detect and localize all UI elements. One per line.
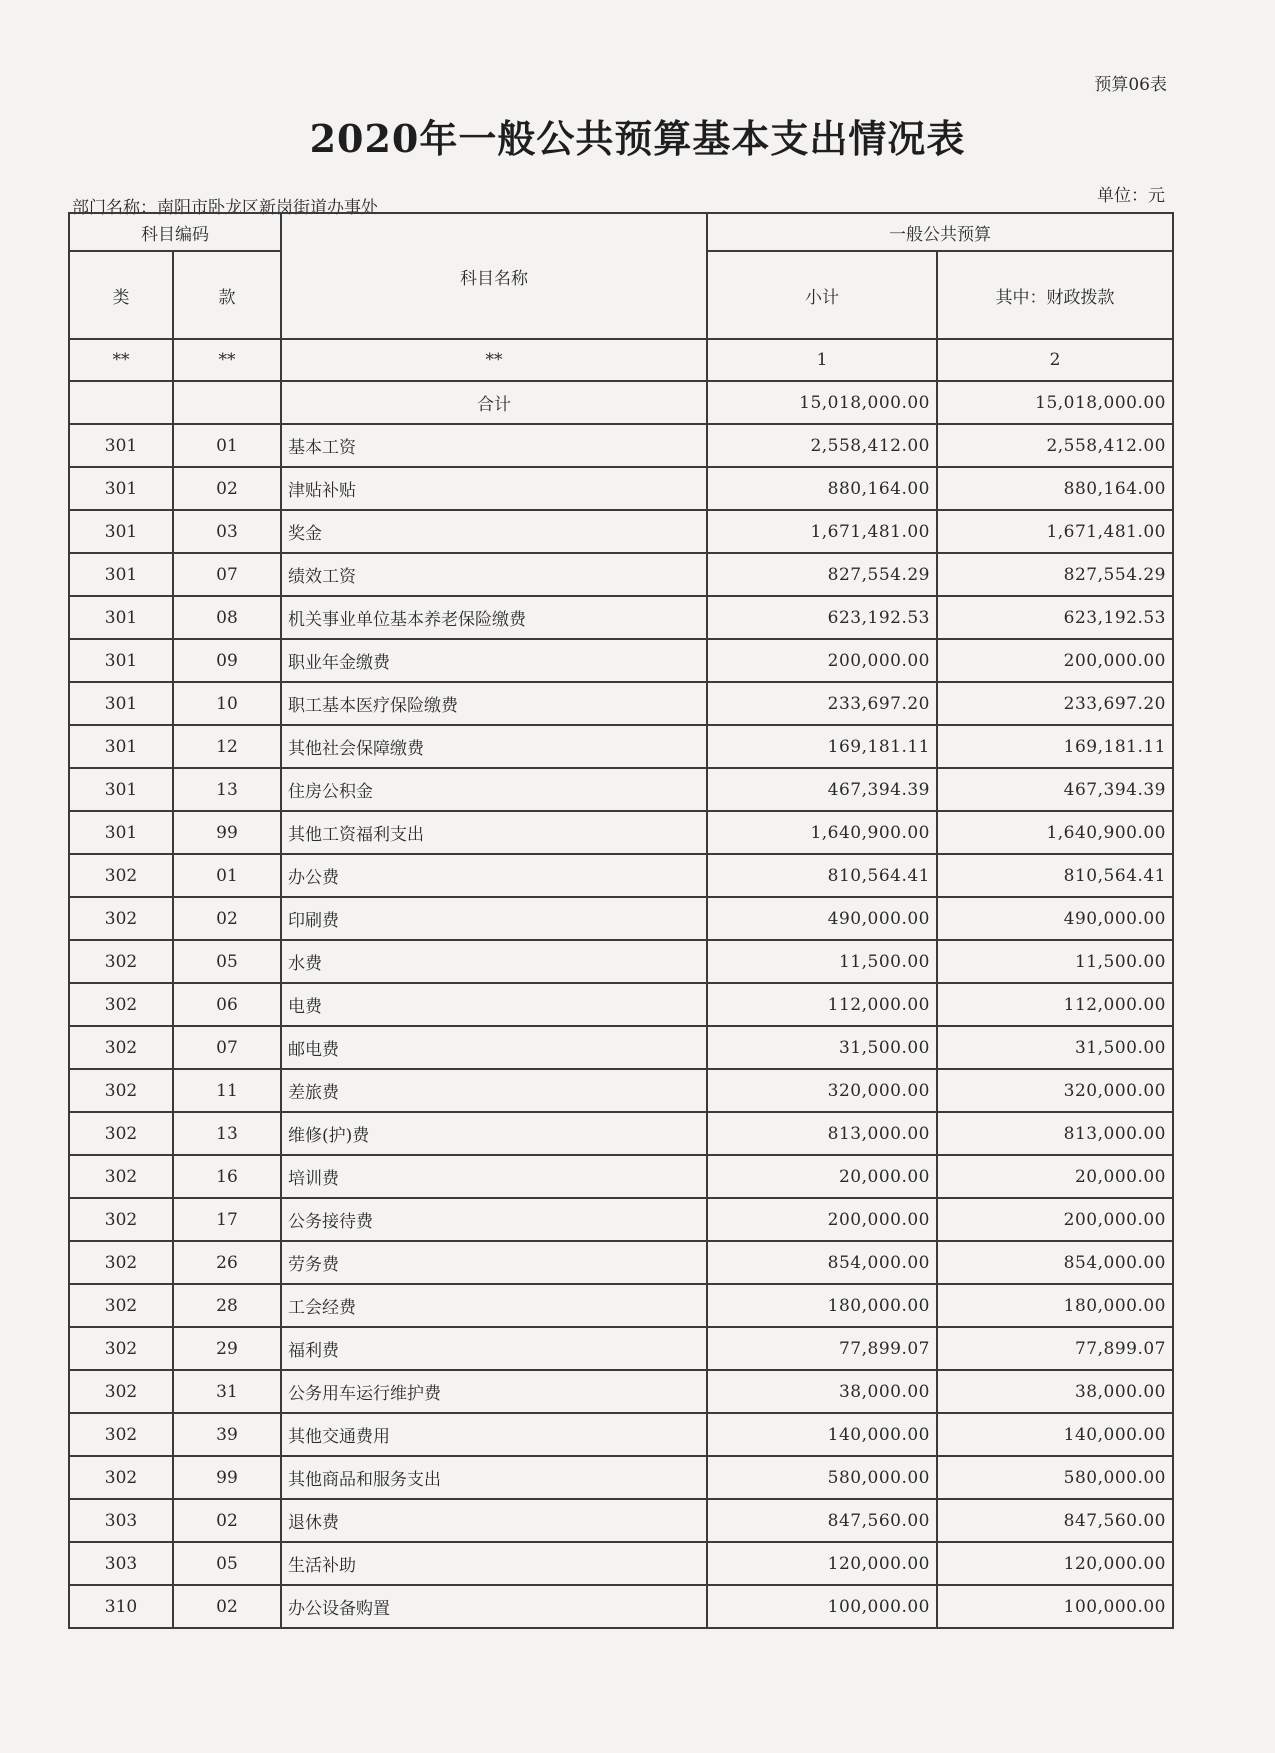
row-class-cell: 303 — [69, 1499, 173, 1542]
table-row — [69, 1585, 1173, 1628]
row-item-cell: 31 — [173, 1370, 281, 1413]
row-name-cell: 办公设备购置 — [281, 1585, 707, 1628]
table-row — [69, 467, 1173, 510]
row-subtotal-cell: 847,560.00 — [707, 1499, 937, 1542]
total-class — [69, 381, 173, 424]
row-subtotal-cell: 580,000.00 — [707, 1456, 937, 1499]
total-fiscal: 15,018,000.00 — [937, 381, 1173, 424]
row-class-cell: 302 — [69, 1456, 173, 1499]
header-item: 款 — [173, 251, 281, 339]
row-item-cell: 99 — [173, 1456, 281, 1499]
row-fiscal-cell: 1,640,900.00 — [937, 811, 1173, 854]
row-class-cell: 302 — [69, 1284, 173, 1327]
row-fiscal-cell: 847,560.00 — [937, 1499, 1173, 1542]
row-fiscal-cell: 11,500.00 — [937, 940, 1173, 983]
table-row — [69, 1026, 1173, 1069]
total-item — [173, 381, 281, 424]
table-row — [69, 1542, 1173, 1585]
row-fiscal-cell: 2,558,412.00 — [937, 424, 1173, 467]
row-name-cell: 维修(护)费 — [281, 1112, 707, 1155]
row-name-cell: 水费 — [281, 940, 707, 983]
table-row — [69, 596, 1173, 639]
row-name-cell: 邮电费 — [281, 1026, 707, 1069]
row-class-cell: 310 — [69, 1585, 173, 1628]
row-name-cell: 工会经费 — [281, 1284, 707, 1327]
row-item-cell: 39 — [173, 1413, 281, 1456]
table-row — [69, 1241, 1173, 1284]
document-label: 预算06表 — [1094, 75, 1167, 95]
table-row — [69, 897, 1173, 940]
row-subtotal-cell: 233,697.20 — [707, 682, 937, 725]
row-item-cell: 05 — [173, 940, 281, 983]
row-fiscal-cell: 169,181.11 — [937, 725, 1173, 768]
total-subtotal: 15,018,000.00 — [707, 381, 937, 424]
row-name-cell: 住房公积金 — [281, 768, 707, 811]
header-subtotal: 小计 — [707, 251, 937, 339]
row-subtotal-cell: 11,500.00 — [707, 940, 937, 983]
row-fiscal-cell: 490,000.00 — [937, 897, 1173, 940]
row-item-cell: 12 — [173, 725, 281, 768]
row-name-cell: 培训费 — [281, 1155, 707, 1198]
row-subtotal-cell: 20,000.00 — [707, 1155, 937, 1198]
row-item-cell: 26 — [173, 1241, 281, 1284]
row-name-cell: 办公费 — [281, 854, 707, 897]
row-class-cell: 302 — [69, 854, 173, 897]
row-item-cell: 10 — [173, 682, 281, 725]
table-row — [69, 854, 1173, 897]
row-class-cell: 302 — [69, 1370, 173, 1413]
row-item-cell: 13 — [173, 1112, 281, 1155]
row-class-cell: 301 — [69, 639, 173, 682]
row-subtotal-cell: 200,000.00 — [707, 639, 937, 682]
row-subtotal-cell: 100,000.00 — [707, 1585, 937, 1628]
row-class-cell: 302 — [69, 1241, 173, 1284]
row-name-cell: 公务用车运行维护费 — [281, 1370, 707, 1413]
row-fiscal-cell: 467,394.39 — [937, 768, 1173, 811]
row-fiscal-cell: 320,000.00 — [937, 1069, 1173, 1112]
table-row — [69, 639, 1173, 682]
table-row — [69, 1284, 1173, 1327]
row-fiscal-cell: 120,000.00 — [937, 1542, 1173, 1585]
row-name-cell: 职工基本医疗保险缴费 — [281, 682, 707, 725]
row-item-cell: 08 — [173, 596, 281, 639]
row-subtotal-cell: 320,000.00 — [707, 1069, 937, 1112]
row-class-cell: 302 — [69, 1413, 173, 1456]
row-class-cell: 301 — [69, 596, 173, 639]
table-row — [69, 983, 1173, 1026]
row-subtotal-cell: 854,000.00 — [707, 1241, 937, 1284]
row-fiscal-cell: 180,000.00 — [937, 1284, 1173, 1327]
row-name-cell: 生活补助 — [281, 1542, 707, 1585]
row-subtotal-cell: 880,164.00 — [707, 467, 937, 510]
row-subtotal-cell: 1,671,481.00 — [707, 510, 937, 553]
row-name-cell: 劳务费 — [281, 1241, 707, 1284]
row-class-cell: 302 — [69, 1327, 173, 1370]
table-row — [69, 682, 1173, 725]
row-subtotal-cell: 31,500.00 — [707, 1026, 937, 1069]
row-item-cell: 29 — [173, 1327, 281, 1370]
row-name-cell: 其他交通费用 — [281, 1413, 707, 1456]
table-row — [69, 553, 1173, 596]
row-class-cell: 302 — [69, 940, 173, 983]
table-row — [69, 510, 1173, 553]
row-name-cell: 福利费 — [281, 1327, 707, 1370]
row-fiscal-cell: 1,671,481.00 — [937, 510, 1173, 553]
row-item-cell: 02 — [173, 1499, 281, 1542]
row-item-cell: 02 — [173, 1585, 281, 1628]
row-subtotal-cell: 120,000.00 — [707, 1542, 937, 1585]
row-subtotal-cell: 200,000.00 — [707, 1198, 937, 1241]
row-fiscal-cell: 623,192.53 — [937, 596, 1173, 639]
row-class-cell: 302 — [69, 1069, 173, 1112]
row-class-cell: 301 — [69, 811, 173, 854]
row-name-cell: 差旅费 — [281, 1069, 707, 1112]
row-fiscal-cell: 112,000.00 — [937, 983, 1173, 1026]
row-fiscal-cell: 20,000.00 — [937, 1155, 1173, 1198]
row-class-cell: 301 — [69, 510, 173, 553]
total-label: 合计 — [281, 381, 707, 424]
row-fiscal-cell: 810,564.41 — [937, 854, 1173, 897]
row-fiscal-cell: 827,554.29 — [937, 553, 1173, 596]
row-item-cell: 17 — [173, 1198, 281, 1241]
row-item-cell: 06 — [173, 983, 281, 1026]
row-class-cell: 302 — [69, 1155, 173, 1198]
budget-table — [68, 212, 1174, 1629]
row-item-cell: 28 — [173, 1284, 281, 1327]
table-row — [69, 424, 1173, 467]
row-name-cell: 绩效工资 — [281, 553, 707, 596]
row-subtotal-cell: 1,640,900.00 — [707, 811, 937, 854]
table-row — [69, 1198, 1173, 1241]
row-item-cell: 02 — [173, 467, 281, 510]
row-name-cell: 其他商品和服务支出 — [281, 1456, 707, 1499]
row-fiscal-cell: 77,899.07 — [937, 1327, 1173, 1370]
row-class-cell: 301 — [69, 424, 173, 467]
row-item-cell: 01 — [173, 854, 281, 897]
row-item-cell: 16 — [173, 1155, 281, 1198]
table-row — [69, 725, 1173, 768]
department-name: 部门名称：南阳市卧龙区新岗街道办事处 — [72, 198, 378, 218]
table-row — [69, 940, 1173, 983]
row-subtotal-cell: 140,000.00 — [707, 1413, 937, 1456]
index-class: ** — [69, 339, 173, 381]
table-row — [69, 1456, 1173, 1499]
row-name-cell: 其他工资福利支出 — [281, 811, 707, 854]
header-class: 类 — [69, 251, 173, 339]
row-class-cell: 301 — [69, 553, 173, 596]
table-row — [69, 1499, 1173, 1542]
total-row — [69, 381, 1173, 424]
row-item-cell: 13 — [173, 768, 281, 811]
row-subtotal-cell: 2,558,412.00 — [707, 424, 937, 467]
header-subject-name: 科目名称 — [281, 213, 707, 339]
row-subtotal-cell: 623,192.53 — [707, 596, 937, 639]
row-subtotal-cell: 77,899.07 — [707, 1327, 937, 1370]
row-name-cell: 职业年金缴费 — [281, 639, 707, 682]
row-item-cell: 07 — [173, 1026, 281, 1069]
row-subtotal-cell: 813,000.00 — [707, 1112, 937, 1155]
row-fiscal-cell: 38,000.00 — [937, 1370, 1173, 1413]
row-subtotal-cell: 169,181.11 — [707, 725, 937, 768]
row-fiscal-cell: 233,697.20 — [937, 682, 1173, 725]
row-fiscal-cell: 100,000.00 — [937, 1585, 1173, 1628]
row-item-cell: 99 — [173, 811, 281, 854]
row-fiscal-cell: 854,000.00 — [937, 1241, 1173, 1284]
page-title: 2020年一般公共预算基本支出情况表 — [309, 116, 966, 161]
row-class-cell: 302 — [69, 1112, 173, 1155]
row-class-cell: 301 — [69, 768, 173, 811]
row-class-cell: 301 — [69, 467, 173, 510]
row-item-cell: 03 — [173, 510, 281, 553]
row-fiscal-cell: 140,000.00 — [937, 1413, 1173, 1456]
row-name-cell: 其他社会保障缴费 — [281, 725, 707, 768]
row-name-cell: 奖金 — [281, 510, 707, 553]
index-subtotal: 1 — [707, 339, 937, 381]
row-class-cell: 302 — [69, 1198, 173, 1241]
row-fiscal-cell: 580,000.00 — [937, 1456, 1173, 1499]
row-fiscal-cell: 31,500.00 — [937, 1026, 1173, 1069]
table-row — [69, 811, 1173, 854]
row-class-cell: 302 — [69, 897, 173, 940]
row-subtotal-cell: 490,000.00 — [707, 897, 937, 940]
budget-table-container — [68, 212, 1172, 1629]
index-item: ** — [173, 339, 281, 381]
row-class-cell: 303 — [69, 1542, 173, 1585]
header-budget-group: 一般公共预算 — [707, 213, 1173, 251]
row-class-cell: 301 — [69, 682, 173, 725]
row-fiscal-cell: 200,000.00 — [937, 639, 1173, 682]
row-subtotal-cell: 467,394.39 — [707, 768, 937, 811]
row-item-cell: 07 — [173, 553, 281, 596]
index-name: ** — [281, 339, 707, 381]
row-fiscal-cell: 200,000.00 — [937, 1198, 1173, 1241]
table-row — [69, 1112, 1173, 1155]
row-name-cell: 基本工资 — [281, 424, 707, 467]
table-row — [69, 1155, 1173, 1198]
row-name-cell: 印刷费 — [281, 897, 707, 940]
row-class-cell: 301 — [69, 725, 173, 768]
index-row — [69, 339, 1173, 381]
row-name-cell: 津贴补贴 — [281, 467, 707, 510]
row-fiscal-cell: 880,164.00 — [937, 467, 1173, 510]
row-subtotal-cell: 810,564.41 — [707, 854, 937, 897]
row-class-cell: 302 — [69, 1026, 173, 1069]
header-code-group: 科目编码 — [69, 213, 281, 251]
row-item-cell: 11 — [173, 1069, 281, 1112]
row-item-cell: 01 — [173, 424, 281, 467]
row-name-cell: 公务接待费 — [281, 1198, 707, 1241]
row-name-cell: 机关事业单位基本养老保险缴费 — [281, 596, 707, 639]
table-row — [69, 1413, 1173, 1456]
index-fiscal: 2 — [937, 339, 1173, 381]
table-row — [69, 768, 1173, 811]
row-subtotal-cell: 38,000.00 — [707, 1370, 937, 1413]
header-fiscal: 其中：财政拨款 — [937, 251, 1173, 339]
row-subtotal-cell: 827,554.29 — [707, 553, 937, 596]
table-row — [69, 1370, 1173, 1413]
table-row — [69, 1069, 1173, 1112]
row-name-cell: 电费 — [281, 983, 707, 1026]
row-item-cell: 02 — [173, 897, 281, 940]
header-row-1 — [69, 213, 1173, 251]
row-subtotal-cell: 112,000.00 — [707, 983, 937, 1026]
row-fiscal-cell: 813,000.00 — [937, 1112, 1173, 1155]
unit-label: 单位：元 — [1097, 186, 1165, 206]
row-item-cell: 05 — [173, 1542, 281, 1585]
row-name-cell: 退休费 — [281, 1499, 707, 1542]
row-class-cell: 302 — [69, 983, 173, 1026]
row-subtotal-cell: 180,000.00 — [707, 1284, 937, 1327]
table-row — [69, 1327, 1173, 1370]
row-item-cell: 09 — [173, 639, 281, 682]
